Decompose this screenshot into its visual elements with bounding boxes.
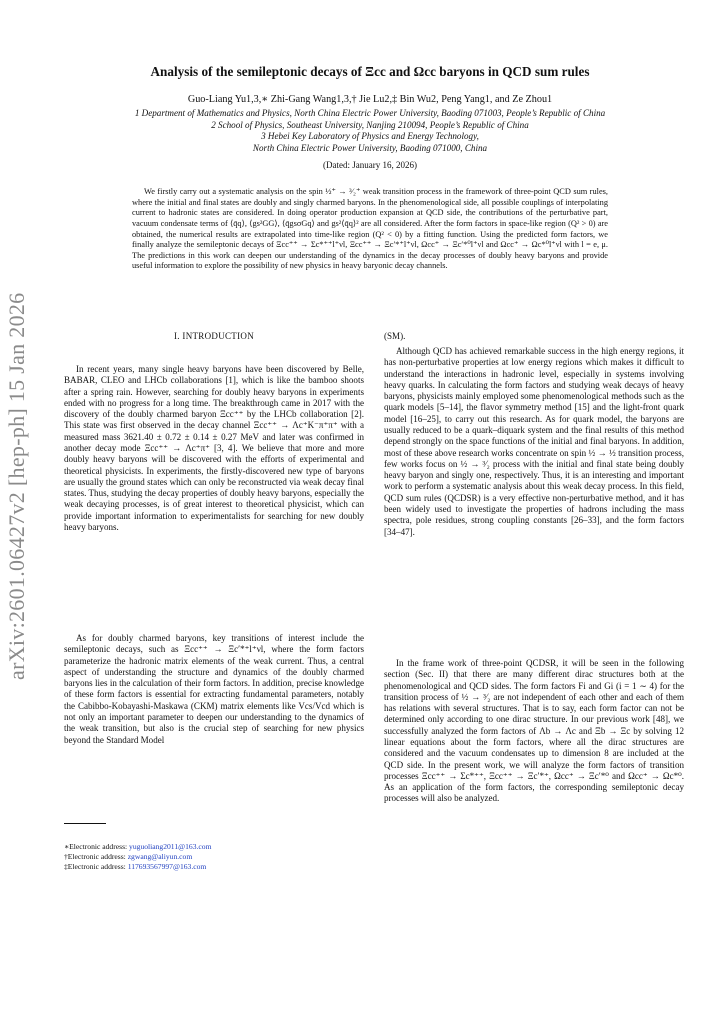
affiliations xyxy=(60,108,680,154)
footnotes xyxy=(64,842,364,872)
intro-left-paragraph-2 xyxy=(64,633,364,746)
email-link[interactable]: yuguoliang2011@163.com xyxy=(129,842,212,851)
paper-title: Analysis of the semileptonic decays of Ξcc and Ωcc baryons in QCD sum rules xyxy=(150,64,590,79)
date-line: (Dated: January 16, 2026) xyxy=(323,160,417,170)
paragraph-text: As for doubly charmed baryons, key transitions of interest include the semileptonic decays, such as Ξcc⁺⁺ → Ξc′*⁺l⁺νl, where the form factors parameterize the hadronic matrix elements of the weak current. Thus, a central aspect of understanding the structure and dynamics of the doubly charmed baryons lies in the calculation of their form factors. In addition, precise knowledge of these form factors is essential for extracting fundamental parameters, notably the Cabibbo-Kobayashi-Maskawa (CKM) matrix elements like Vcs/Vcd which is not only an important parameter to deepen our understanding to the dynamics of the weak transition, but also is the crucial step of searching for new physics beyond the Standard Model xyxy=(64,633,364,745)
footnote-label: †Electronic address: xyxy=(64,852,128,861)
section-heading: I. INTRODUCTION xyxy=(174,331,254,341)
affiliation-3: 3 Hebei Key Laboratory of Physics and Energy Technology, xyxy=(261,131,479,142)
intro-right-paragraph-2 xyxy=(384,658,684,805)
arxiv-identifier: arXiv:2601.06427v2 [hep-ph] 15 Jan 2026 xyxy=(4,292,29,680)
paragraph-text: Although QCD has achieved remarkable success in the high energy regions, it has non-perturbative properties at low energy regions which makes it difficult to understand the interactions in hadronic level, especially in systems involving heavy quarks. In calculating the form factors and studying weak decays of heavy baryons, physicists mainly employed some phenomenological methods such as the quark models [5–14], the flavor symmetry method [15] and the light-front quark model [16–25], to carry out this research. As for quark model, the baryons are usually reduced to be a quark–diquark system and the final results of this method depend strongly on the space functions of the initial and final baryons. In addition, most of these above research works concentrate on spin ½ → ½ transition process, few works focus on ½ → ³⁄₂ process with the initial and final state being doubly heavy baryon and singly one, respectively. Thus, it is an interesting and important work to perform a systematic analysis about this weak decay process. In this field, QCD sum rules (QCDSR) is a very effective non-perturbative method, and it has been widely used to investigate the properties of hadrons including the mass spectra, pole residues, strong coupling constants [26–33], and the form factors [34–47]. xyxy=(384,346,684,537)
affiliation-3-cont: North China Electric Power University, Baoding 071000, China xyxy=(252,142,488,153)
author-list: Guo-Liang Yu1,3,∗ Zhi-Gang Wang1,3,† Jie Lu2,‡ Bin Wu2, Peng Yang1, and Ze Zhou1 xyxy=(187,94,553,105)
intro-right-paragraph-1 xyxy=(384,346,684,538)
footnote-label: ‡Electronic address: xyxy=(64,862,128,871)
email-link[interactable]: 117693567997@163.com xyxy=(127,862,207,871)
email-link[interactable]: zgwang@aliyun.com xyxy=(127,852,193,861)
affiliation-1: 1 Department of Mathematics and Physics, North China Electric Power University, Baoding 071003, People’s Republic of China xyxy=(134,108,606,118)
intro-left-paragraph-1 xyxy=(64,364,364,533)
paragraph-text: In recent years, many single heavy baryons have been discovered by Belle, BABAR, CLEO and LHCb collaborations [1], which is like the bamboo shoots after a spring rain. However, searching for doubly heavy baryons in experiments ended with no progress for a long time. The breakthrough came in 2017 with the discovery of the doubly charmed baryon Ξcc⁺⁺ by the LHCb collaboration [2]. This state was first observed in the decay channel Ξcc⁺⁺ → Λc⁺K⁻π⁺π⁺ with a measured mass 3621.40 ± 0.72 ± 0.14 ± 0.27 MeV and later was confirmed in another decay mode Ξcc⁺⁺ → Λc⁺π⁺ [3, 4]. We believe that more and more doubly heavy baryons will be discovered with the efforts of experimental and theoretical physicists. In experiments, the firstly-discovered new type of baryons are usually the ground states which can only be reconstructed via weak decay final states. Thus, studying the decay properties of doubly heavy baryons, especially the weak decaying processes, is of great interest to theoretical physicist, which can provide important information to experimentalists for searching for new doubly heavy baryons. xyxy=(64,364,364,532)
paragraph-text: In the frame work of three-point QCDSR, it will be seen in the following section (Sec. II) that there are many different dirac structures both at the phenomenological and QCD sides. The form factors Fi and Gi (i = 1 ∼ 4) for the transition process of ½ → ³⁄₂ are not independent of each other and each of them has relations with several structures. That is to say, each form factor can not be determined only according to one dirac structure. In our previous work [48], we successfully analyzed the form factors of Λb → Λc and Ξb → Ξc by solving 12 linear equations about the form factors, where all the dirac structures are considered and the vacuum condensates up to dimension 8 are included at the QCD side. In the present work, we will analyze the form factors of transition processes Ξcc⁺⁺ → Σc*⁺⁺, Ξcc⁺⁺ → Ξc′*⁺, Ωcc⁺ → Ξc′*⁰ and Ωcc⁺ → Ωc*⁰. As an application of the form factors, the corresponding semileptonic decay processes will also be analyzed. xyxy=(384,658,684,804)
footnote-3 xyxy=(64,862,364,872)
footnote-label: ∗Electronic address: xyxy=(64,842,130,851)
footnote-divider xyxy=(64,823,106,824)
intro-right-continuation xyxy=(384,331,684,342)
footnote-1 xyxy=(64,842,364,852)
abstract: We firstly carry out a systematic analysis on the spin ½⁺ → ³⁄₂⁺ weak transition process in the framework of three-point QCD sum rules, where the initial and final states are doubly and singly charmed baryons. In the phenomenological side, all possible couplings of interpolating current to hadronic states are considered. In doing operator production expansion at QCD side, the contributions of the perturbative part, vacuum condensate terms of ⟨q̄q⟩, ⟨gs²GG⟩, ⟨q̄gsσGq⟩ and gs²⟨q̄q⟩² are all considered. After the form factors in space-like region (Q² > 0) are obtained, the numerical results are extrapolated into time-like region (Q² < 0) by a fitting function. Using the predicted form factors, we finally analyze the semileptonic decays of Ξcc⁺⁺ → Σc*⁺⁺l⁺νl, Ξcc⁺⁺ → Ξc′*⁺l⁺νl, Ωcc⁺ → Ξc′*⁰l⁺νl and Ωcc⁺ → Ωc*⁰l⁺νl with l = e, μ. The predictions in this work can deepen our understanding of the dynamics in the decay processes of doubly heavy baryons and provide useful information to explore the possibility of new physics in heavy baryonic decay channels. xyxy=(132,187,608,271)
footnote-2 xyxy=(64,852,364,862)
paragraph-text: (SM). xyxy=(384,331,406,341)
affiliation-2: 2 School of Physics, Southeast University, Nanjing 210094, People’s Republic of China xyxy=(211,119,529,130)
